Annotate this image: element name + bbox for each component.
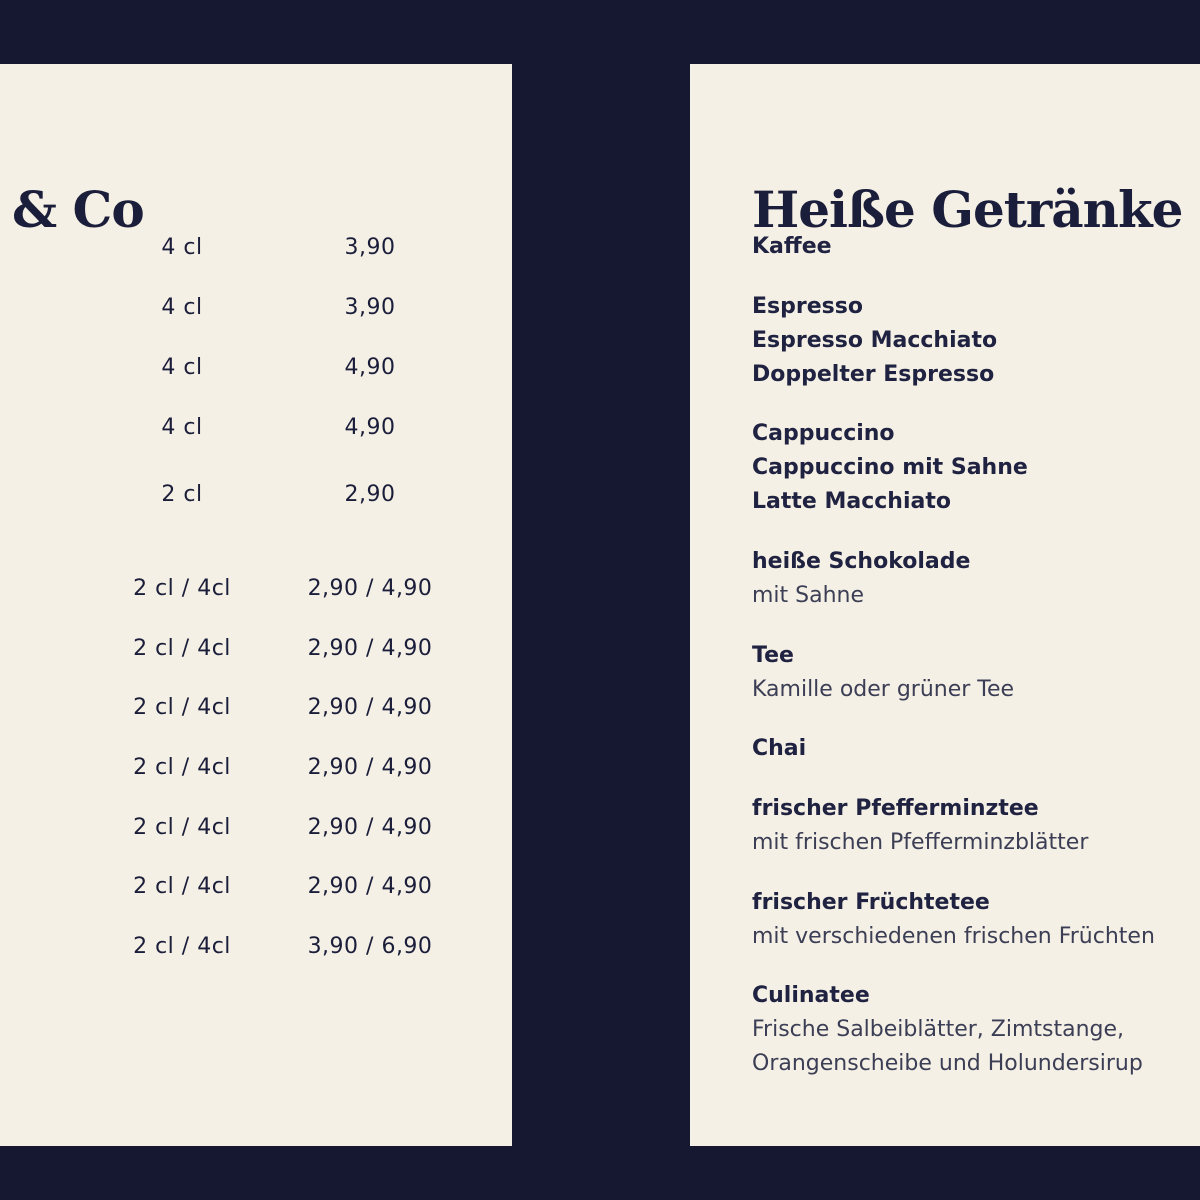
volume: 4 cl (161, 415, 203, 440)
price: 2,90 / 4,90 (307, 695, 433, 720)
menu-item (752, 792, 1192, 860)
volume: 4 cl (161, 235, 203, 260)
item-name: Cappuccino (752, 421, 895, 446)
price: 3,90 / 6,90 (307, 934, 433, 959)
item-description: Kamille oder grüner Tee (752, 677, 1015, 702)
item-name: Latte Macchiato (752, 489, 951, 514)
menu-item (752, 639, 1192, 707)
item-name: Cappuccino mit Sahne (752, 455, 1028, 480)
price: 3,90 (344, 295, 396, 320)
menu-item (752, 979, 1192, 1081)
item-name: frischer Pfefferminztee (752, 796, 1039, 821)
item-description: mit Sahne (752, 583, 865, 608)
item-name: heiße Schokolade (752, 549, 971, 574)
price-row (0, 930, 512, 964)
price-row (0, 411, 512, 445)
price: 2,90 / 4,90 (307, 815, 433, 840)
price: 2,90 / 4,90 (307, 874, 433, 899)
price-row (0, 691, 512, 725)
price-row (0, 811, 512, 845)
menu-item (752, 290, 1192, 392)
menu-item (752, 886, 1192, 954)
price-row (0, 351, 512, 385)
item-name: Doppelter Espresso (752, 362, 995, 387)
volume: 4 cl (161, 295, 203, 320)
volume: 2 cl / 4cl (133, 576, 231, 601)
volume: 2 cl (161, 482, 203, 507)
volume: 2 cl / 4cl (133, 874, 231, 899)
price-row (0, 572, 512, 606)
price: 3,90 (344, 235, 396, 260)
item-description: Frische Salbeiblätter, Zimtstange, (752, 1017, 1125, 1042)
price-row (0, 231, 512, 265)
price: 2,90 / 4,90 (307, 755, 433, 780)
menu-item (752, 230, 1192, 264)
price: 2,90 (344, 482, 396, 507)
item-name: Espresso Macchiato (752, 328, 998, 353)
section-title: Heiße Getränke (752, 180, 1183, 239)
item-name: Chai (752, 736, 807, 761)
volume: 2 cl / 4cl (133, 934, 231, 959)
item-name: Kaffee (752, 234, 832, 259)
price-row (0, 751, 512, 785)
left-panel-title: & Co (12, 180, 144, 239)
price: 4,90 (344, 415, 396, 440)
volume: 4 cl (161, 355, 203, 380)
price: 2,90 / 4,90 (307, 576, 433, 601)
menu-item (752, 417, 1192, 519)
left-menu-panel (0, 64, 512, 1146)
menu-item (752, 732, 1192, 766)
price: 4,90 (344, 355, 396, 380)
item-description: Orangenscheibe und Holundersirup (752, 1051, 1143, 1076)
price-row (0, 632, 512, 666)
menu-item (752, 545, 1192, 613)
volume: 2 cl / 4cl (133, 815, 231, 840)
price-row (0, 478, 512, 512)
item-name: Espresso (752, 294, 863, 319)
volume: 2 cl / 4cl (133, 755, 231, 780)
volume: 2 cl / 4cl (133, 636, 231, 661)
price-row (0, 870, 512, 904)
item-name: frischer Früchtetee (752, 890, 990, 915)
price: 2,90 / 4,90 (307, 636, 433, 661)
volume: 2 cl / 4cl (133, 695, 231, 720)
price-row (0, 291, 512, 325)
item-name: Tee (752, 643, 794, 668)
item-description: mit verschiedenen frischen Früchten (752, 924, 1155, 949)
right-menu-panel (690, 64, 1200, 1146)
item-name: Culinatee (752, 983, 870, 1008)
item-description: mit frischen Pfefferminzblätter (752, 830, 1089, 855)
